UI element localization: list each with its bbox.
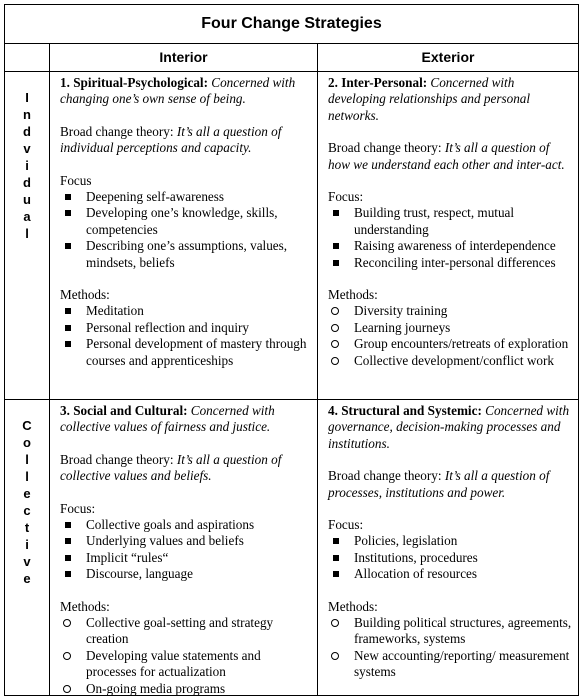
row-label-letter: c: [23, 503, 31, 518]
focus-label: Focus: [60, 172, 92, 188]
theory-desc: It’s all a question of individual perceptions and capacity.: [60, 123, 282, 156]
focus-list: [328, 205, 572, 271]
row-label-individual: [5, 89, 49, 242]
method-item: Collective goal-setting and strategy creation: [60, 615, 311, 648]
theory-label: Broad change theory:: [60, 451, 174, 467]
method-item: Learning journeys: [328, 320, 572, 336]
cell-heading-desc: Concerned with collective values of fairness and justice.: [60, 403, 275, 435]
method-item: On-going media programs: [60, 681, 311, 697]
methods-list: [60, 303, 311, 369]
cell-heading-desc: Concerned with changing one’s own sense of being.: [60, 75, 296, 107]
column-header-exterior: Exterior: [421, 49, 475, 65]
theory-desc: It’s all a question of processes, institutions and power.: [328, 468, 550, 500]
focus-item: Developing one’s knowledge, skills, competencies: [60, 205, 311, 238]
focus-list: [328, 533, 572, 582]
row-label-letter: d: [23, 124, 31, 139]
cell-heading: [328, 75, 572, 124]
row-label-letter: a: [23, 209, 31, 224]
row-label-collective: [5, 417, 49, 587]
row-label-letter: e: [23, 571, 31, 586]
methods-list: [328, 615, 572, 681]
cell-theory: [60, 124, 311, 157]
method-item: New accounting/reporting/ measurement systems: [328, 648, 572, 681]
row-label-letter: n: [23, 107, 31, 122]
method-item: Diversity training: [328, 303, 572, 319]
row-label-letter: o: [23, 435, 31, 450]
methods-list: [328, 303, 572, 369]
row-label-letter: d: [23, 175, 31, 190]
cell-spiritual-psychological: [50, 75, 317, 369]
cell-social-cultural: [50, 403, 317, 697]
method-item: Building political structures, agreements, frameworks, systems: [328, 615, 572, 648]
row-label-letter: v: [23, 141, 31, 156]
row-label-letter: v: [23, 554, 31, 569]
cell-theory: [60, 452, 311, 485]
methods-label: Methods:: [60, 598, 110, 614]
strategies-table: [4, 4, 579, 696]
cell-heading-label: 3. Social and Cultural:: [60, 403, 188, 418]
divider-rows: [5, 399, 578, 400]
row-label-letter: I: [25, 90, 29, 105]
row-label-letter: C: [22, 418, 32, 433]
focus-item: Describing one’s assumptions, values, mindsets, beliefs: [60, 238, 311, 271]
focus-item: Allocation of resources: [328, 566, 572, 582]
focus-label: Focus:: [328, 517, 364, 533]
theory-label: Broad change theory:: [328, 140, 442, 156]
cell-structural-systemic: [318, 403, 578, 681]
focus-item: Reconciling inter-personal differences: [328, 255, 572, 271]
method-item: Collective development/conflict work: [328, 353, 572, 369]
cell-heading: [60, 403, 311, 436]
method-item: Personal reflection and inquiry: [60, 320, 311, 336]
theory-label: Broad change theory:: [60, 123, 174, 139]
focus-item: Deepening self-awareness: [60, 189, 311, 205]
row-label-letter: l: [25, 469, 29, 484]
cell-inter-personal: [318, 75, 578, 369]
cell-theory: [328, 140, 572, 173]
cell-heading-desc: Concerned with governance, decision-making processes and institutions.: [328, 403, 570, 451]
theory-desc: It’s all a question of how we understand each other and inter-act.: [328, 140, 565, 172]
cell-theory: [328, 468, 572, 501]
cell-heading-label: 2. Inter-Personal:: [328, 75, 428, 90]
row-label-letter: u: [23, 192, 31, 207]
focus-item: Collective goals and aspirations: [60, 517, 311, 533]
method-item: Group encounters/retreats of exploration: [328, 336, 572, 352]
method-item: Developing value statements and processes for actualization: [60, 648, 311, 681]
row-label-letter: i: [25, 537, 29, 552]
row-label-letter: i: [25, 158, 29, 173]
method-item: Personal development of mastery through courses and apprenticeships: [60, 336, 311, 369]
focus-item: Institutions, procedures: [328, 550, 572, 566]
row-label-letter: l: [25, 452, 29, 467]
focus-item: Raising awareness of interdependence: [328, 238, 572, 254]
theory-label: Broad change theory:: [328, 468, 442, 484]
theory-desc: It’s all a question of collective values and beliefs.: [60, 451, 282, 484]
row-label-letter: l: [25, 226, 29, 241]
focus-list: [60, 517, 311, 583]
methods-label: Methods:: [328, 287, 378, 303]
cell-heading-label: 1. Spiritual-Psychological:: [60, 75, 208, 90]
table-title: Four Change Strategies: [201, 15, 382, 32]
cell-heading: [60, 75, 311, 108]
focus-list: [60, 189, 311, 271]
method-item: Meditation: [60, 303, 311, 319]
focus-item: Building trust, respect, mutual understanding: [328, 205, 572, 238]
column-header-interior: Interior: [159, 49, 208, 65]
cell-heading-label: 4. Structural and Systemic:: [328, 403, 482, 418]
focus-label: Focus:: [60, 500, 96, 516]
row-label-letter: t: [24, 520, 30, 535]
cell-heading: [328, 403, 572, 452]
methods-label: Methods:: [328, 598, 378, 614]
focus-item: Policies, legislation: [328, 533, 572, 549]
focus-item: Discourse, language: [60, 566, 311, 582]
methods-label: Methods:: [60, 287, 110, 303]
focus-item: Implicit “rules“: [60, 550, 311, 566]
methods-list: [60, 615, 311, 697]
focus-label: Focus:: [328, 189, 364, 205]
row-label-letter: e: [23, 486, 31, 501]
cell-heading-desc: Concerned with developing relationships and personal networks.: [328, 75, 531, 123]
divider-header: [5, 71, 578, 72]
focus-item: Underlying values and beliefs: [60, 533, 311, 549]
